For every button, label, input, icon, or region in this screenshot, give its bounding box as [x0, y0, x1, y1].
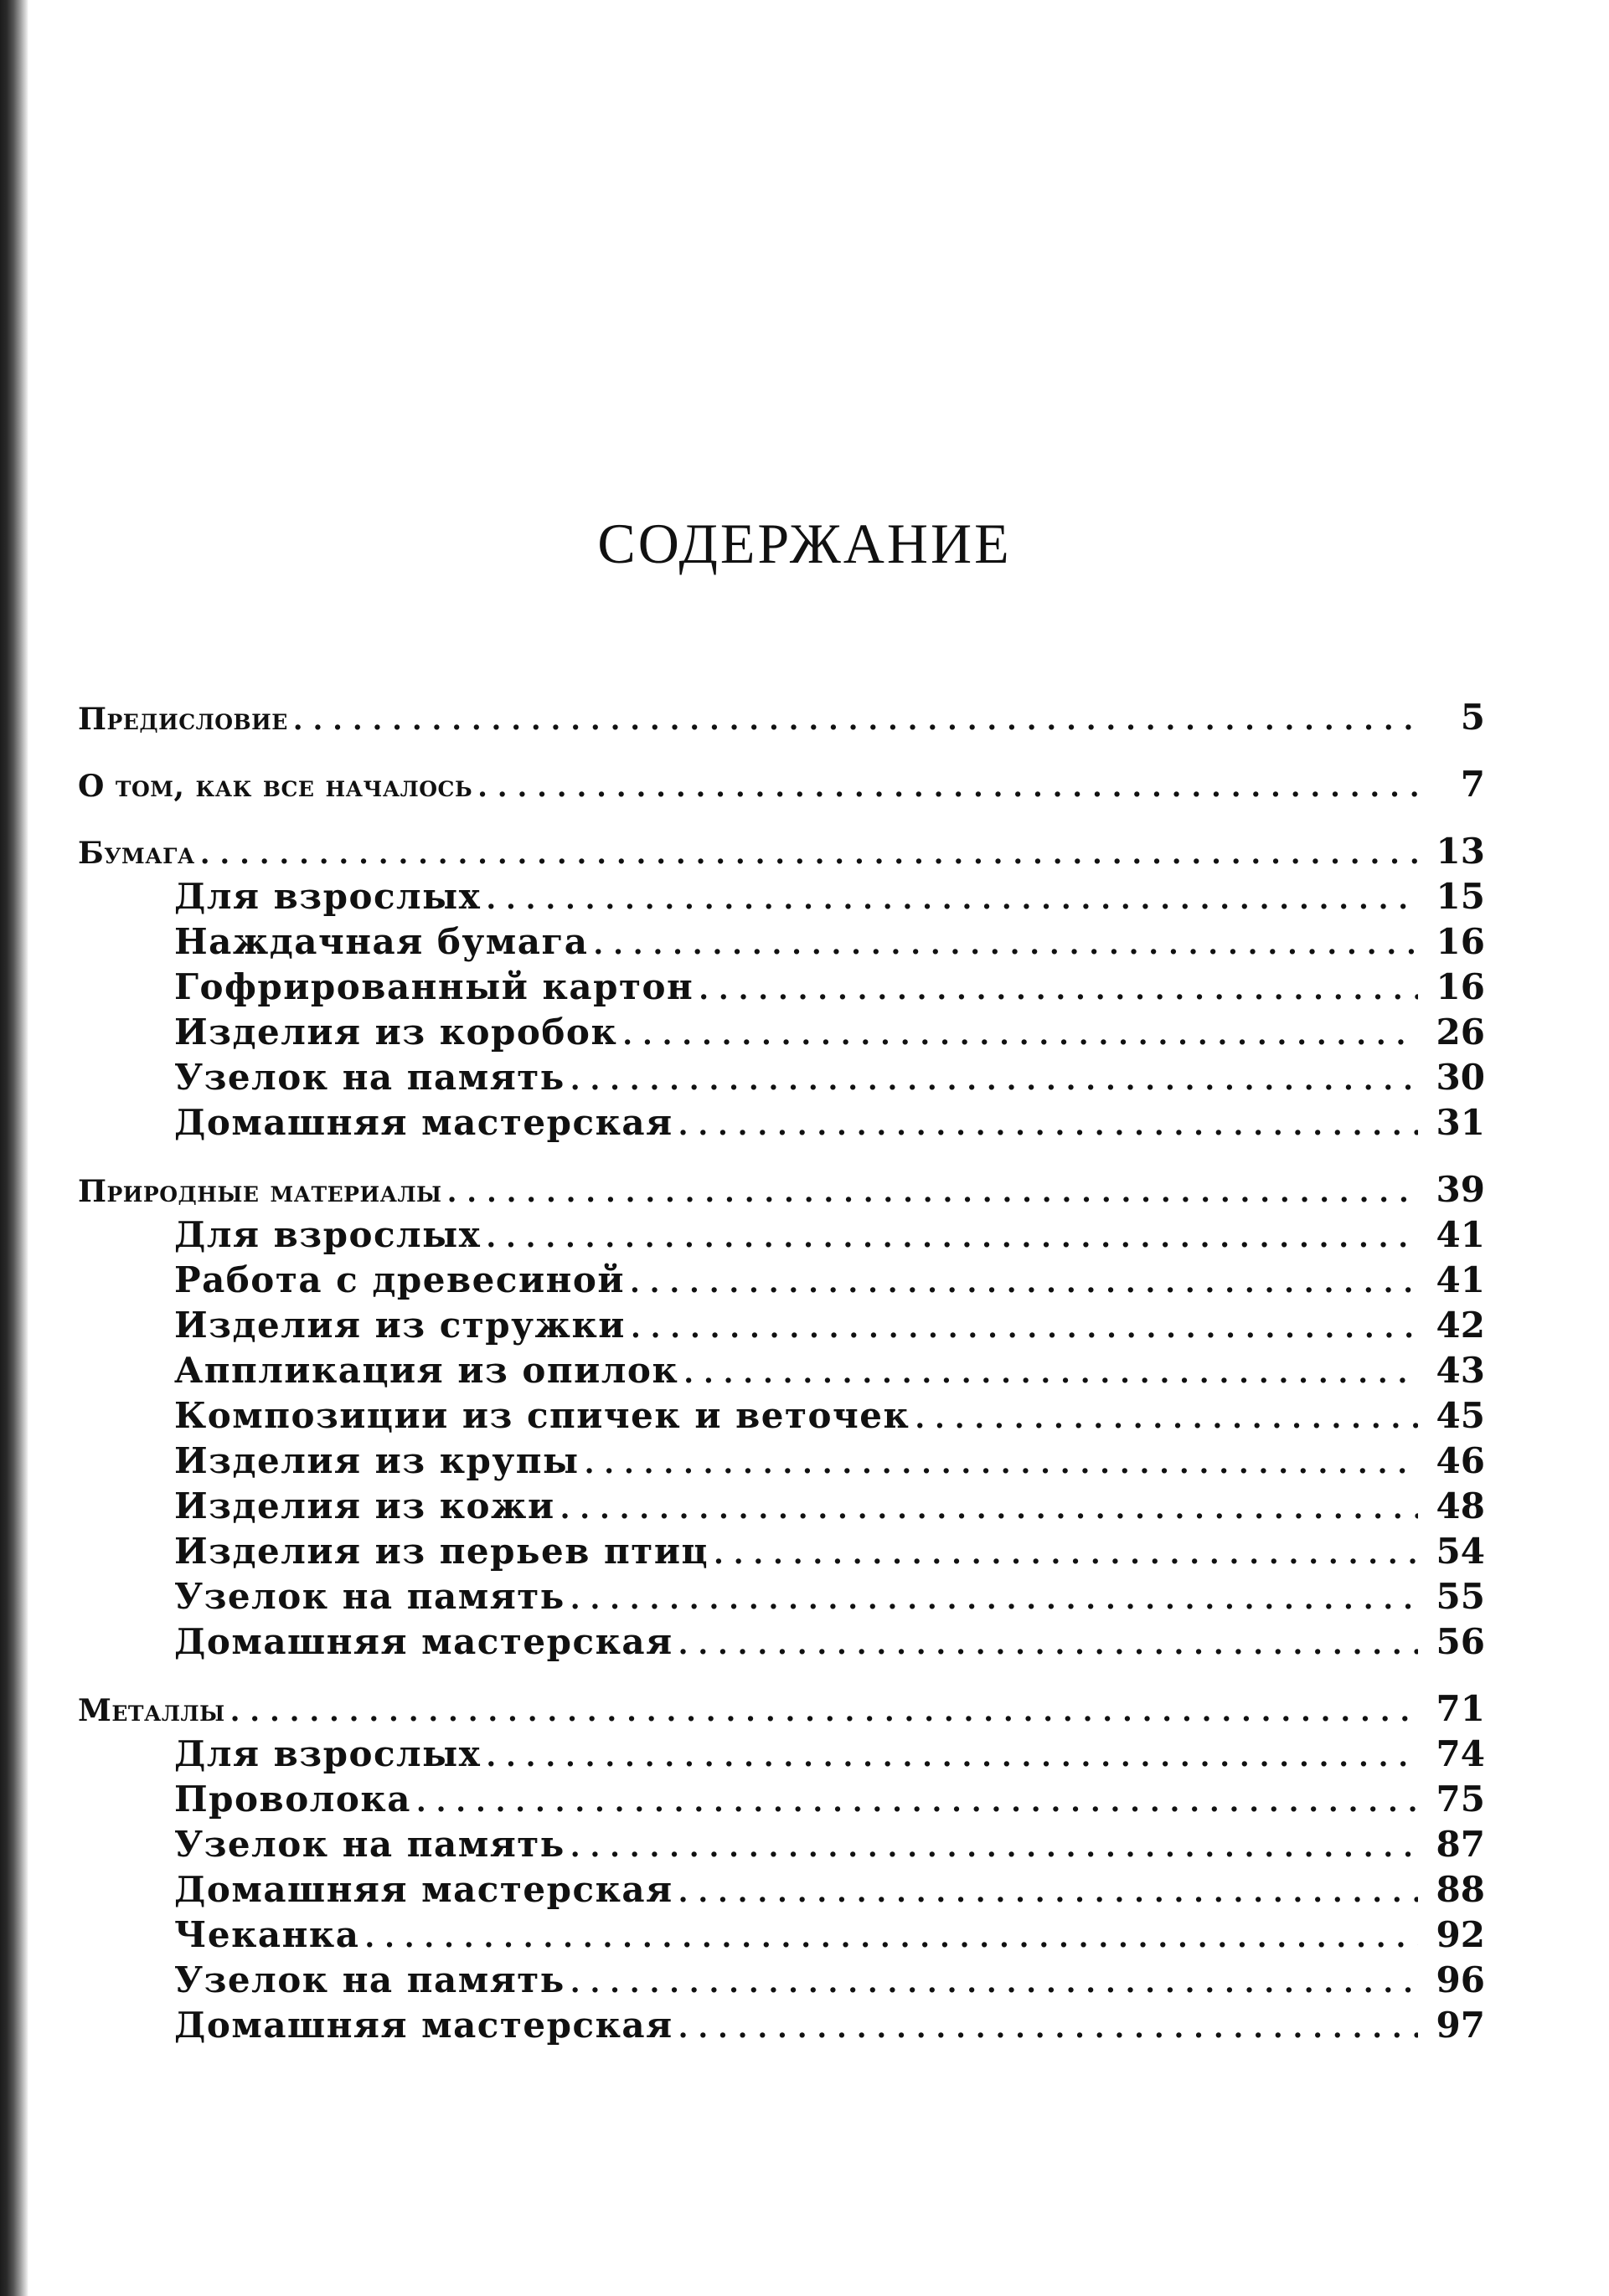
dot-leader: [622, 1012, 1418, 1058]
toc-page-number: 30: [1436, 1057, 1485, 1098]
toc-subentry[interactable]: [78, 1010, 1485, 1055]
toc-subentry[interactable]: [78, 1348, 1485, 1393]
toc-entry-label: Для взрослых: [174, 1733, 482, 1774]
dot-leader: [915, 1396, 1418, 1441]
toc-entry-label: О том, как все началось: [78, 769, 473, 804]
toc-entry-label: Для взрослых: [174, 876, 482, 917]
toc-entry-label: Для взрослых: [174, 1214, 482, 1255]
toc-page-number: 26: [1436, 1012, 1485, 1053]
toc-subentry[interactable]: [78, 1055, 1485, 1100]
toc-page-number: 48: [1436, 1485, 1485, 1526]
toc-page-number: 55: [1436, 1576, 1485, 1617]
dot-leader: [570, 1960, 1418, 2005]
toc-subentry[interactable]: [78, 2003, 1485, 2048]
toc-page-number: 41: [1436, 1214, 1485, 1255]
toc-subentry[interactable]: [78, 1529, 1485, 1574]
dot-leader: [699, 967, 1418, 1012]
toc-subentry[interactable]: [78, 1100, 1485, 1145]
toc-entry-label: Домашняя мастерская: [174, 2005, 673, 2046]
dot-leader: [593, 922, 1418, 967]
toc-subentry[interactable]: [78, 1303, 1485, 1348]
toc-page-number: 71: [1436, 1688, 1485, 1729]
toc-entry-label: Работа с древесиной: [174, 1259, 625, 1300]
toc-entry-label: Композиции из спичек и веточек: [174, 1395, 910, 1436]
toc-page-number: 5: [1460, 697, 1485, 738]
toc-entry-label: Изделия из крупы: [174, 1440, 580, 1481]
toc-subentry[interactable]: [78, 1958, 1485, 2003]
dot-leader: [678, 1870, 1418, 1915]
toc-entry-label: Наждачная бумага: [174, 921, 589, 962]
toc-page-number: 41: [1436, 1259, 1485, 1300]
toc-page-number: 96: [1436, 1959, 1485, 2000]
toc-page-number: 39: [1436, 1169, 1485, 1210]
toc-entry-label: Изделия из перьев птиц: [174, 1531, 709, 1572]
toc-entry-label: Изделия из стружки: [174, 1305, 626, 1346]
toc-page-number: 87: [1436, 1824, 1485, 1865]
toc-entry-preface[interactable]: [78, 695, 1485, 740]
toc-entry-label: Изделия из кожи: [174, 1485, 555, 1526]
toc-page-number: 42: [1436, 1305, 1485, 1346]
dot-leader: [447, 1170, 1418, 1215]
toc-entry-label: Изделия из коробок: [174, 1012, 618, 1053]
toc-page-number: 46: [1436, 1440, 1485, 1481]
page-binding-edge: [0, 0, 28, 2296]
dot-leader: [678, 1103, 1418, 1148]
dot-leader: [200, 831, 1418, 877]
dot-leader: [230, 1689, 1418, 1734]
table-of-contents: [78, 695, 1485, 2048]
toc-entry-label: Гофрированный картон: [174, 966, 694, 1007]
toc-page-number: 16: [1436, 921, 1485, 962]
toc-subentry[interactable]: [78, 965, 1485, 1010]
toc-entry-label: Узелок на память: [174, 1824, 565, 1865]
toc-entry-label: Домашняя мастерская: [174, 1621, 673, 1662]
dot-leader: [631, 1305, 1418, 1351]
dot-leader: [570, 1577, 1418, 1622]
toc-subentry[interactable]: [78, 1732, 1485, 1777]
toc-entry-how-it-began[interactable]: [78, 762, 1485, 807]
toc-page-number: 56: [1436, 1621, 1485, 1662]
toc-page-number: 16: [1436, 966, 1485, 1007]
toc-subentry[interactable]: [78, 1912, 1485, 1958]
toc-entry-label: Домашняя мастерская: [174, 1869, 673, 1910]
dot-leader: [630, 1260, 1418, 1305]
dot-leader: [486, 1215, 1418, 1260]
dot-leader: [570, 1058, 1418, 1103]
toc-page-number: 97: [1436, 2005, 1485, 2046]
toc-page-number: 13: [1436, 831, 1485, 872]
toc-entry-label: Металлы: [78, 1693, 225, 1728]
toc-subentry[interactable]: [78, 1619, 1485, 1665]
toc-subentry[interactable]: [78, 1777, 1485, 1822]
toc-page-number: 31: [1436, 1102, 1485, 1143]
toc-page-number: 74: [1436, 1733, 1485, 1774]
dot-leader: [486, 1734, 1418, 1779]
toc-subentry[interactable]: [78, 1439, 1485, 1484]
toc-entry-label: Предисловие: [78, 702, 288, 737]
toc-page-number: 92: [1436, 1914, 1485, 1955]
toc-entry-label: Узелок на память: [174, 1576, 565, 1617]
toc-entry-label: Узелок на память: [174, 1057, 565, 1098]
dot-leader: [293, 698, 1418, 743]
toc-subentry[interactable]: [78, 874, 1485, 919]
dot-leader: [683, 1351, 1418, 1396]
dot-leader: [486, 877, 1418, 922]
toc-entry-label: Проволока: [174, 1779, 411, 1820]
toc-subentry[interactable]: [78, 1258, 1485, 1303]
toc-section-paper[interactable]: [78, 829, 1485, 874]
toc-page-number: 45: [1436, 1395, 1485, 1436]
dot-leader: [416, 1779, 1418, 1825]
toc-page-number: 88: [1436, 1869, 1485, 1910]
toc-entry-label: Узелок на память: [174, 1959, 565, 2000]
dot-leader: [477, 764, 1418, 810]
dot-leader: [678, 2005, 1418, 2051]
toc-page-number: 7: [1460, 764, 1485, 805]
toc-entry-label: Чеканка: [174, 1914, 360, 1955]
toc-subentry[interactable]: [78, 1212, 1485, 1258]
dot-leader: [714, 1532, 1418, 1577]
toc-page-number: 75: [1436, 1779, 1485, 1820]
toc-subentry[interactable]: [78, 1484, 1485, 1529]
page-title: СОДЕРЖАНИЕ: [597, 512, 1012, 575]
toc-page-number: 54: [1436, 1531, 1485, 1572]
toc-subentry[interactable]: [78, 1867, 1485, 1912]
dot-leader: [560, 1486, 1418, 1532]
toc-entry-label: Аппликация из опилок: [174, 1350, 679, 1391]
dot-leader: [570, 1825, 1418, 1870]
toc-entry-label: Бумага: [78, 836, 195, 871]
dot-leader: [585, 1441, 1418, 1486]
toc-subentry[interactable]: [78, 1574, 1485, 1619]
toc-subentry[interactable]: [78, 919, 1485, 965]
toc-page-number: 43: [1436, 1350, 1485, 1391]
dot-leader: [364, 1915, 1418, 1960]
toc-section-natural-materials[interactable]: [78, 1167, 1485, 1212]
toc-entry-label: Природные материалы: [78, 1174, 442, 1209]
dot-leader: [678, 1622, 1418, 1667]
toc-subentry[interactable]: [78, 1393, 1485, 1439]
toc-section-metals[interactable]: [78, 1686, 1485, 1732]
toc-subentry[interactable]: [78, 1822, 1485, 1867]
toc-page-number: 15: [1436, 876, 1485, 917]
toc-entry-label: Домашняя мастерская: [174, 1102, 673, 1143]
